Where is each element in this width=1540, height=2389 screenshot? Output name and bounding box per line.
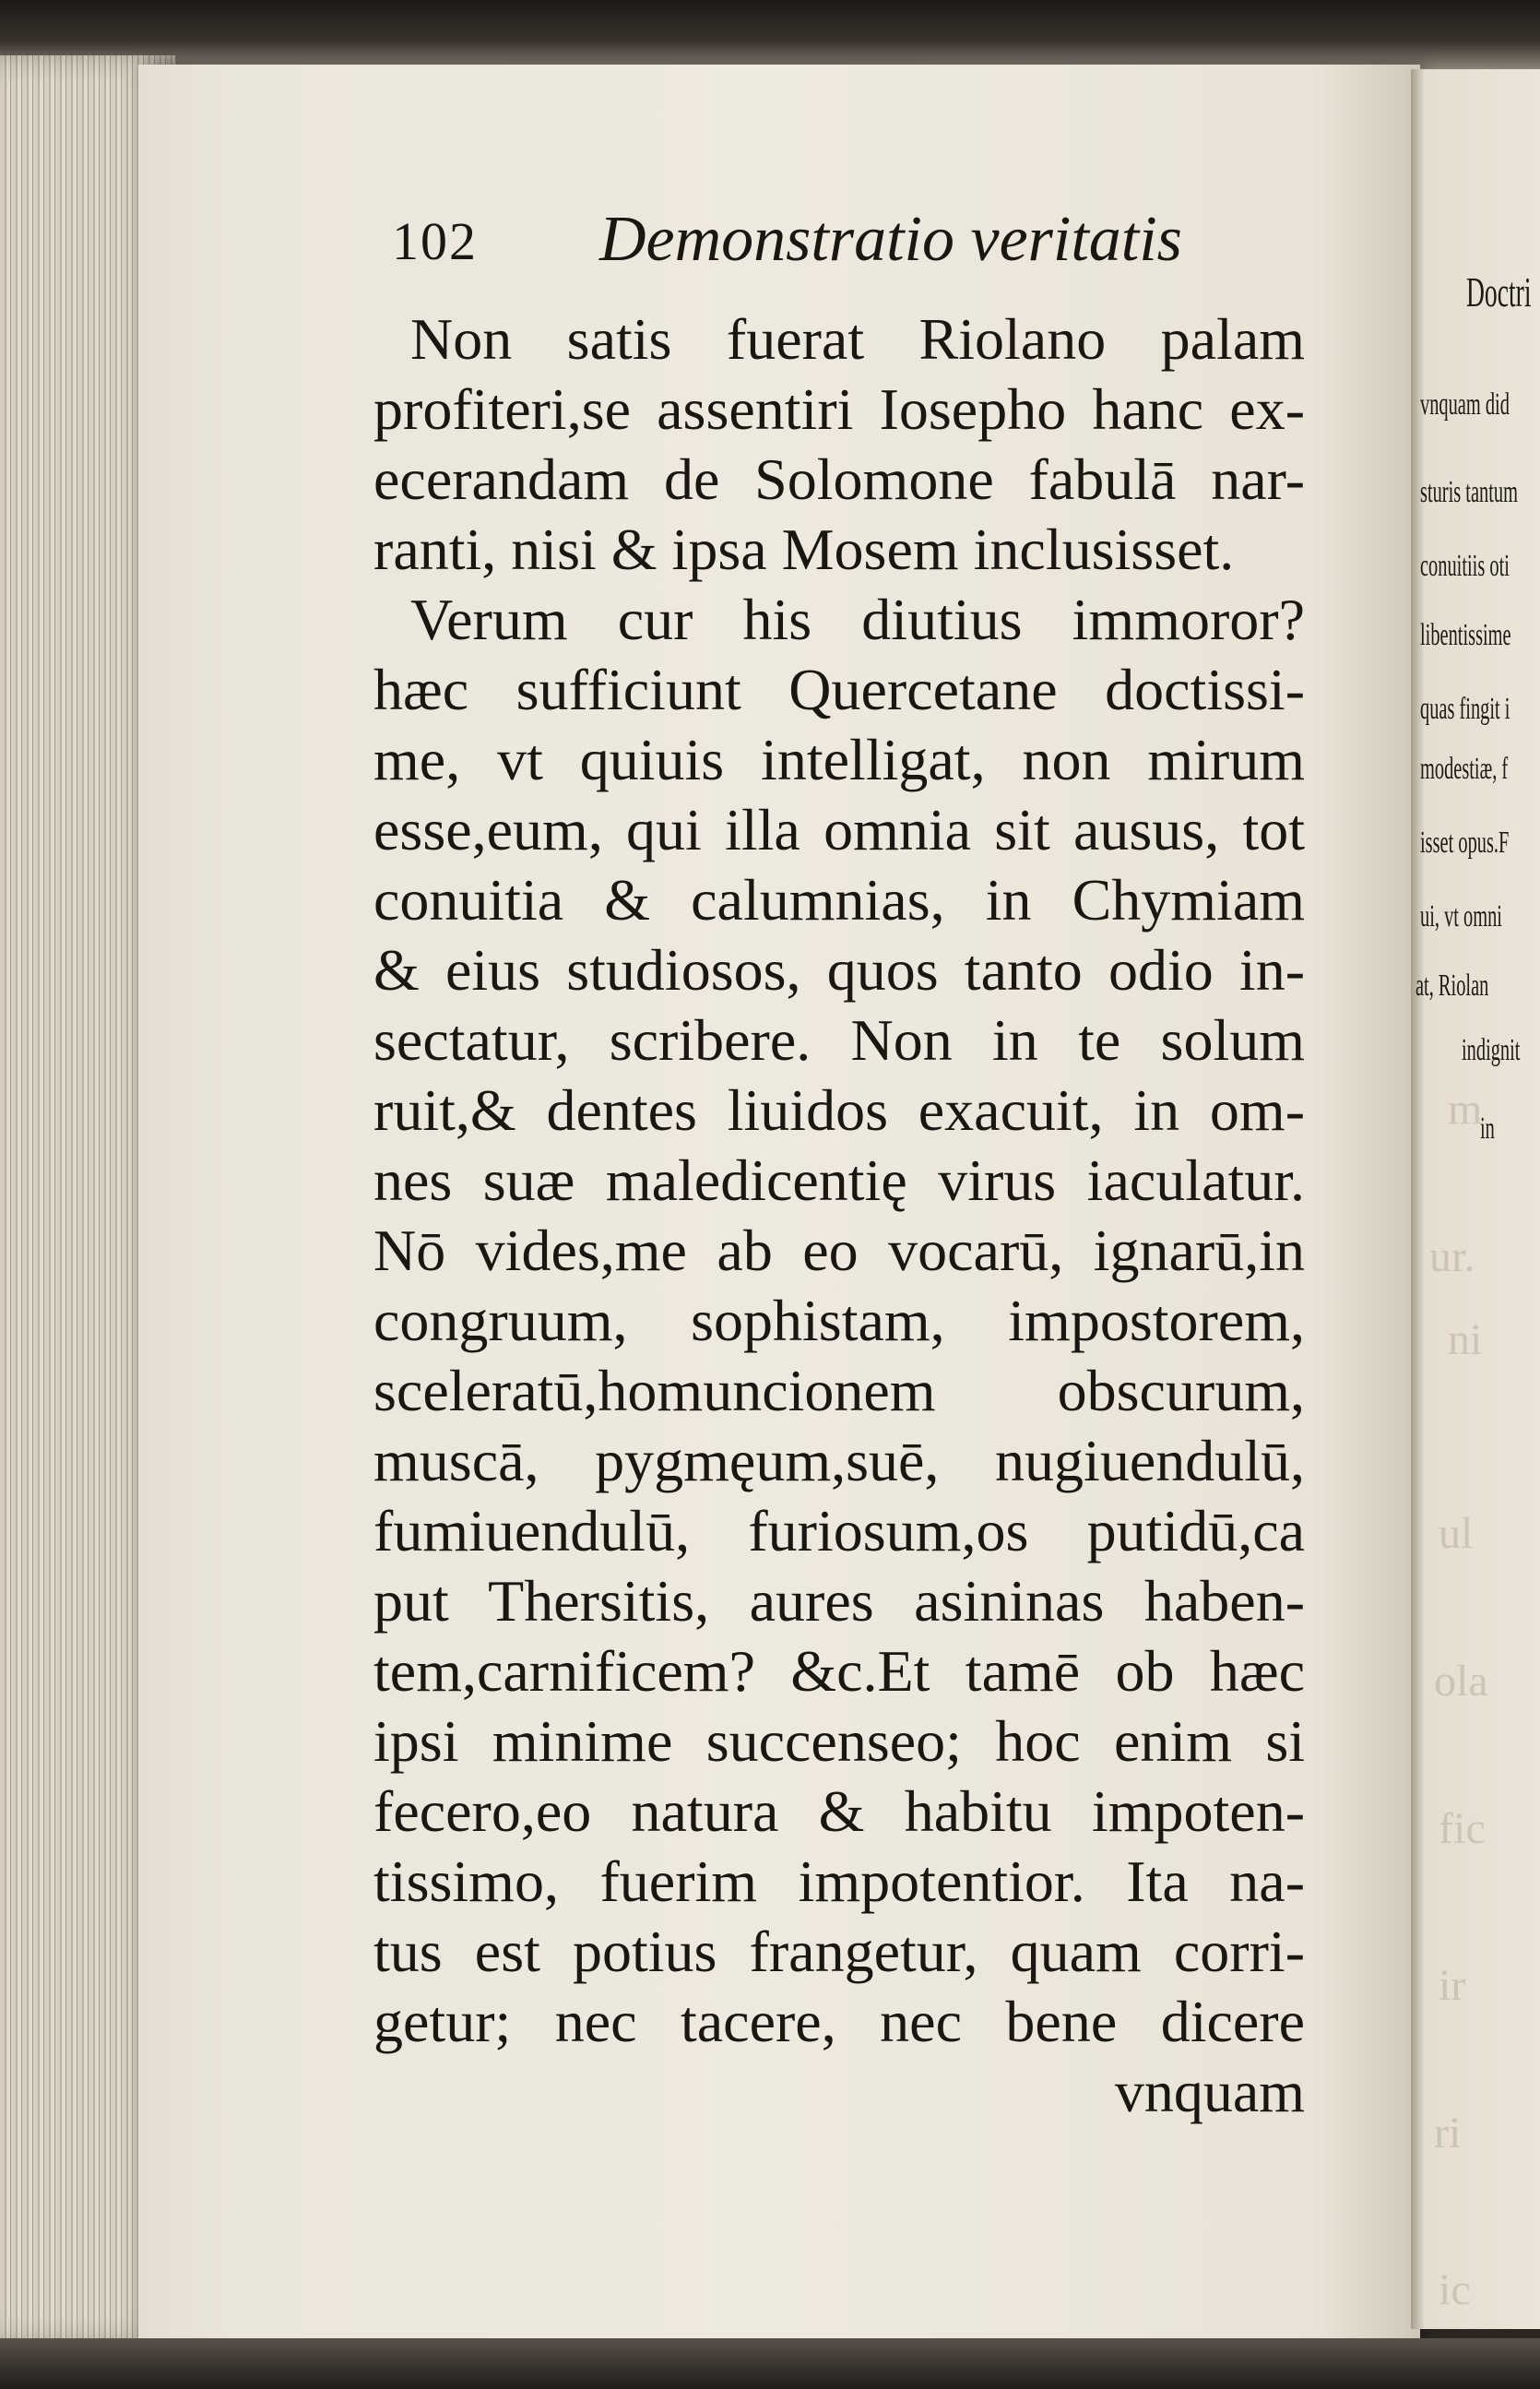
bleed-through: fic (1439, 1804, 1486, 1853)
text-line: tus est potius frangetur, quam corri- (373, 1919, 1305, 1984)
bleed-through: ni (1448, 1315, 1483, 1364)
text-line: ruit,& dentes liuidos exacuit, in om- (373, 1077, 1305, 1143)
bleed-through: ul (1439, 1509, 1474, 1558)
facing-text-line: modestiæ, f (1420, 752, 1509, 786)
running-title: Demonstratio veritatis (599, 204, 1182, 275)
bleed-through: ic (1439, 2265, 1471, 2314)
text-line: & eius studiosos, quos tanto odio in- (373, 937, 1305, 1003)
text-line: Non satis fuerat Riolano palam (410, 306, 1305, 372)
bleed-through: ur. (1429, 1232, 1475, 1281)
text-line: nes suæ maledicentię virus iaculatur. (373, 1147, 1305, 1213)
facing-page (1411, 69, 1540, 2329)
bleed-through: ir (1439, 1961, 1466, 2010)
text-line: fecero,eo natura & habitu impoten- (373, 1778, 1305, 1844)
facing-text-line: at, Riolan (1416, 969, 1489, 1003)
facing-text-line: conuitiis oti (1420, 549, 1510, 583)
text-line: ipsi minime succenseo; hoc enim si (373, 1708, 1305, 1774)
text-line: esse,eum, qui illa omnia sit ausus, tot (373, 797, 1305, 862)
text-line: put Thersitis, aures asininas haben- (373, 1568, 1305, 1634)
facing-text-line: in (1480, 1111, 1495, 1146)
text-line: me, vt quiuis intelligat, non mirum (373, 727, 1305, 792)
text-line: tem,carnificem? &c.Et tamē ob hæc (373, 1638, 1305, 1704)
running-head (392, 203, 1268, 277)
facing-text-line: sturis tantum (1420, 475, 1518, 509)
text-line: ranti, nisi & ipsa Mosem inclusisset. (373, 517, 1235, 582)
catchword: vnquam (1114, 2059, 1305, 2124)
text-line: profiteri,se assentiri Iosepho hanc ex- (373, 376, 1305, 442)
facing-text-line: indignit (1462, 1033, 1521, 1067)
facing-text-line: isset opus.F (1420, 826, 1510, 860)
facing-text-line: ui, vt omni (1420, 899, 1502, 933)
text-line: congruum, sophistam, impostorem, (373, 1288, 1305, 1353)
text-line: Verum cur his diutius immoror? (410, 587, 1305, 652)
bleed-through: ri (1434, 2109, 1462, 2157)
book-top-edge (0, 0, 1540, 69)
body-text (373, 304, 1305, 2127)
facing-text-line: Doctri (1466, 268, 1532, 315)
text-line: muscā, pygmęum,suē, nugiuendulū, (373, 1428, 1305, 1493)
text-line: tissimo, fuerim impotentior. Ita na- (373, 1848, 1305, 1914)
facing-text-line: libentissime (1420, 618, 1511, 652)
text-line: Nō vides,me ab eo vocarū, ignarū,in (373, 1218, 1305, 1283)
text-line: ecerandam de Solomone fabulā nar- (373, 446, 1305, 512)
page-number: 102 (392, 211, 478, 271)
facing-text-line: vnquam did (1420, 387, 1510, 422)
bleed-through: ola (1434, 1657, 1488, 1706)
text-line: sectatur, scribere. Non in te solum (373, 1007, 1305, 1073)
text-line: hæc sufficiunt Quercetane doctissi- (373, 657, 1305, 722)
text-line: fumiuendulū, furiosum,os putidū,ca (373, 1498, 1305, 1563)
text-line: getur; nec tacere, nec bene dicere (373, 1989, 1305, 2054)
text-line: conuitia & calumnias, in Chymiam (373, 867, 1305, 933)
facing-text-line: quas fingit i (1420, 692, 1510, 726)
text-line: sceleratū,homuncionem obscurum, (373, 1358, 1305, 1423)
bleed-through: m (1448, 1085, 1483, 1134)
book-bottom-edge (0, 2338, 1540, 2389)
